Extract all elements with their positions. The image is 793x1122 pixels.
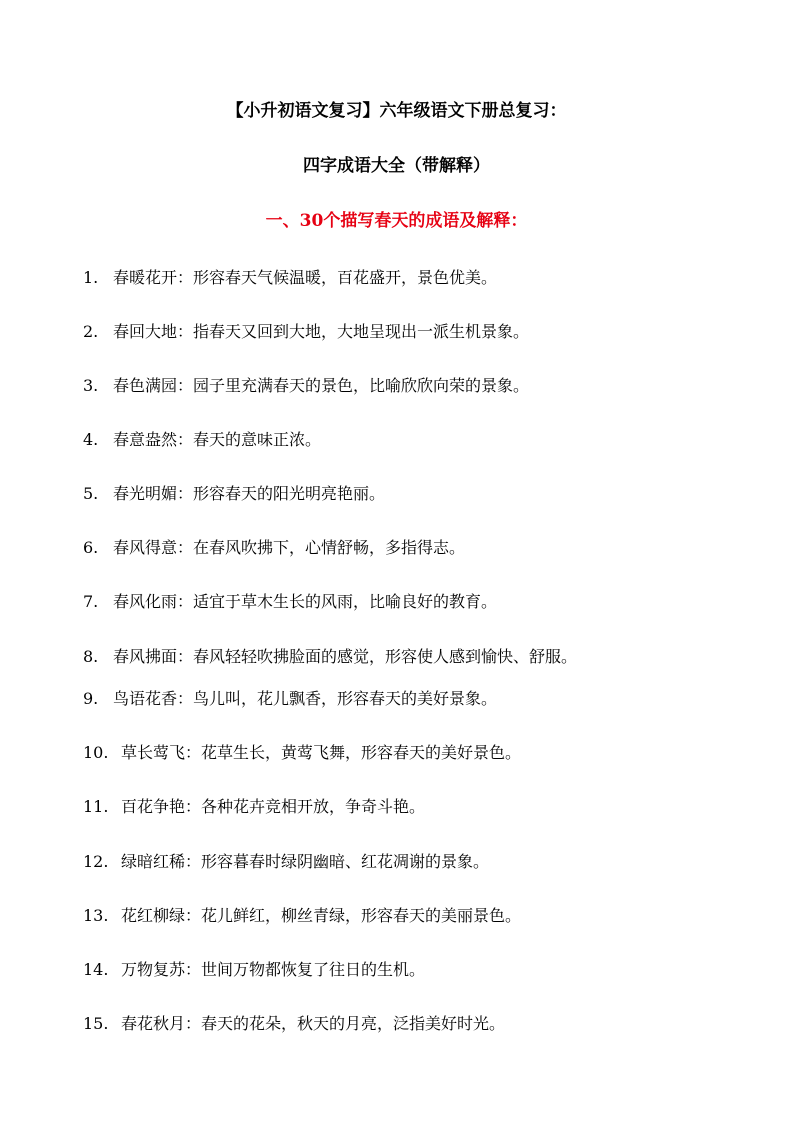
entry-meaning: 园子里充满春天的景色，比喻欣欣向荣的景象。 xyxy=(193,376,530,395)
idiom-entry xyxy=(83,375,529,397)
idiom-entry xyxy=(83,742,521,764)
entry-idiom: 春暖花开 xyxy=(113,268,178,287)
entry-idiom: 绿暗红稀 xyxy=(121,852,186,871)
entry-idiom: 鸟语花香 xyxy=(113,689,178,708)
entry-meaning: 形容暮春时绿阴幽暗、红花凋谢的景象。 xyxy=(201,852,490,871)
entry-separator: ： xyxy=(177,268,194,287)
entry-number: 9. xyxy=(83,689,99,708)
entry-separator: ： xyxy=(185,906,202,925)
idiom-entry xyxy=(83,851,489,873)
entry-meaning: 春风轻轻吹拂脸面的感觉，形容使人感到愉快、舒服。 xyxy=(193,647,578,666)
entry-idiom: 春风拂面 xyxy=(113,647,178,666)
entry-number: 14. xyxy=(83,960,109,979)
entry-number: 13. xyxy=(83,906,109,925)
entry-number: 3. xyxy=(83,376,99,395)
idiom-entry xyxy=(83,905,521,927)
idiom-entry xyxy=(83,591,497,613)
entry-meaning: 花草生长，黄莺飞舞，形容春天的美好景色。 xyxy=(201,743,522,762)
entry-meaning: 鸟儿叫，花儿飘香，形容春天的美好景象。 xyxy=(193,689,498,708)
entry-number: 4. xyxy=(83,430,99,449)
entry-idiom: 春色满园 xyxy=(113,376,178,395)
document-title: 【小升初语文复习】六年级语文下册总复习： xyxy=(226,101,567,121)
entry-number: 15. xyxy=(83,1014,109,1033)
entry-separator: ： xyxy=(177,689,194,708)
entry-idiom: 春风化雨 xyxy=(113,592,178,611)
entry-number: 11. xyxy=(83,797,109,816)
idiom-entry xyxy=(83,537,465,559)
entry-idiom: 花红柳绿 xyxy=(121,906,186,925)
entry-number: 8. xyxy=(83,647,99,666)
idiom-entry xyxy=(83,796,425,818)
entry-meaning: 春天的花朵，秋天的月亮，泛指美好时光。 xyxy=(201,1014,506,1033)
idiom-entry xyxy=(83,688,497,710)
entry-meaning: 形容春天的阳光明亮艳丽。 xyxy=(193,484,386,503)
entry-number: 6. xyxy=(83,538,99,557)
idiom-entry xyxy=(83,483,385,505)
entry-separator: ： xyxy=(177,592,194,611)
entry-separator: ： xyxy=(177,647,194,666)
entry-separator: ： xyxy=(177,538,194,557)
entry-separator: ： xyxy=(185,852,202,871)
entry-meaning: 指春天又回到大地，大地呈现出一派生机景象。 xyxy=(193,322,530,341)
entry-meaning: 花儿鲜红，柳丝青绿，形容春天的美丽景色。 xyxy=(201,906,522,925)
entry-idiom: 百花争艳 xyxy=(121,797,186,816)
entry-separator: ： xyxy=(185,1014,202,1033)
entry-idiom: 春花秋月 xyxy=(121,1014,186,1033)
idiom-entry xyxy=(83,267,497,289)
entry-idiom: 春意盎然 xyxy=(113,430,178,449)
entry-meaning: 形容春天气候温暖，百花盛开，景色优美。 xyxy=(193,268,498,287)
idiom-entry xyxy=(83,959,425,981)
entry-separator: ： xyxy=(177,376,194,395)
entry-separator: ： xyxy=(177,484,194,503)
entry-separator: ： xyxy=(185,797,202,816)
idiom-entry xyxy=(83,321,529,343)
idiom-entry xyxy=(83,646,577,668)
entry-idiom: 万物复苏 xyxy=(121,960,186,979)
document-subtitle: 四字成语大全（带解释） xyxy=(303,156,490,176)
entry-idiom: 春光明媚 xyxy=(113,484,178,503)
section-heading: 一、30个描写春天的成语及解释： xyxy=(265,211,528,231)
entry-number: 2. xyxy=(83,322,99,341)
entry-number: 7. xyxy=(83,592,99,611)
entry-meaning: 世间万物都恢复了往日的生机。 xyxy=(201,960,426,979)
entry-idiom: 草长莺飞 xyxy=(121,743,186,762)
entry-idiom: 春风得意 xyxy=(113,538,178,557)
entry-number: 10. xyxy=(83,743,109,762)
entry-number: 5. xyxy=(83,484,99,503)
idiom-entry xyxy=(83,1013,505,1035)
idiom-entry xyxy=(83,429,321,451)
entry-idiom: 春回大地 xyxy=(113,322,178,341)
entry-number: 12. xyxy=(83,852,109,871)
entry-separator: ： xyxy=(177,322,194,341)
entry-separator: ： xyxy=(185,743,202,762)
entry-meaning: 春天的意味正浓。 xyxy=(193,430,322,449)
entry-separator: ： xyxy=(177,430,194,449)
entry-number: 1. xyxy=(83,268,99,287)
entry-meaning: 各种花卉竞相开放，争奇斗艳。 xyxy=(201,797,426,816)
entry-meaning: 适宜于草木生长的风雨，比喻良好的教育。 xyxy=(193,592,498,611)
entry-separator: ： xyxy=(185,960,202,979)
entry-meaning: 在春风吹拂下，心情舒畅，多指得志。 xyxy=(193,538,466,557)
